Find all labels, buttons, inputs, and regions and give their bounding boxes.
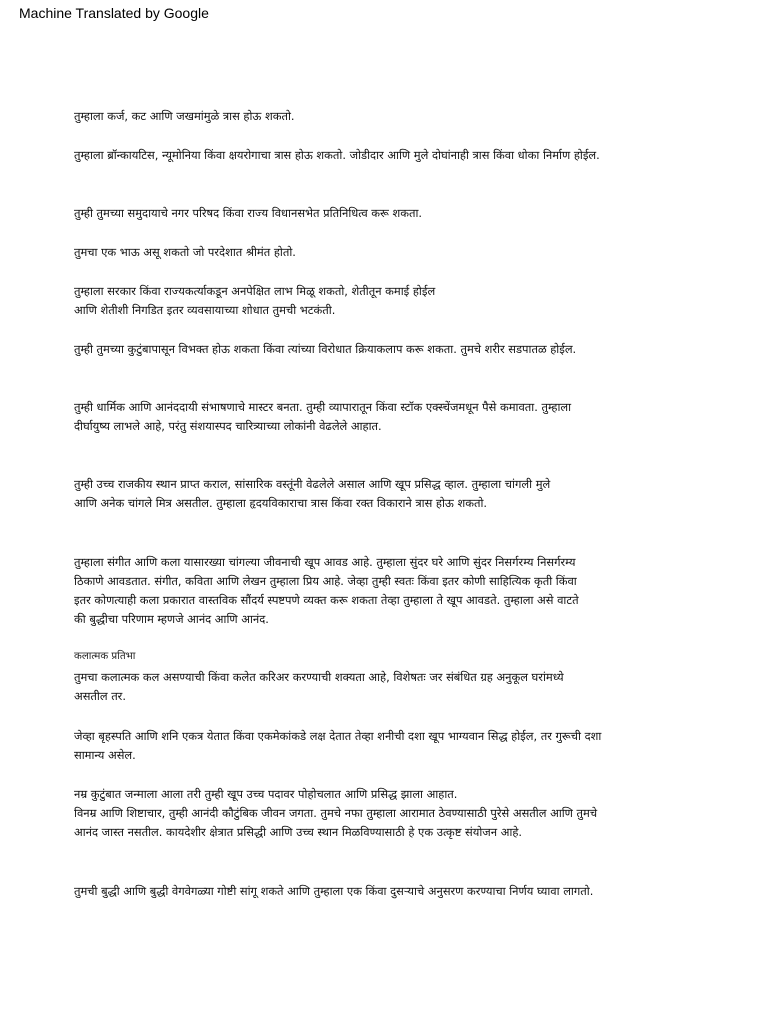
paragraph-line: की बुद्धीचा परिणाम म्हणजे आनंद आणि आनंद.: [74, 612, 269, 626]
paragraph: [74, 107, 714, 126]
section-heading: कलात्मक प्रतिभा: [74, 651, 136, 662]
paragraph-line: तुम्हाला सरकार किंवा राज्यकर्त्याकडून अनपेक्षित लाभ मिळू शकतो, शेतीतून कमाई होईल: [74, 284, 436, 298]
paragraph: [74, 475, 714, 513]
paragraph-line: तुम्ही तुमच्या समुदायाचे नगर परिषद किंवा राज्य विधानसभेत प्रतिनिधित्व करू शकता.: [74, 206, 423, 220]
paragraph-line: असतील तर.: [74, 689, 126, 703]
paragraph: [74, 340, 714, 359]
paragraph-line: विनम्र आणि शिष्टाचार, तुम्ही आनंदी कौटुंबिक जीवन जगता. तुमचे नफा तुम्हाला आरामात ठेवण्यासाठी पुरेसे असतील आणि तुमचे: [74, 806, 598, 820]
paragraph: [74, 553, 714, 629]
machine-translation-header: Machine Translated by Google: [19, 5, 209, 21]
paragraph-line: आनंद जास्त नसतील. कायदेशीर क्षेत्रात प्रसिद्धी आणि उच्च स्थान मिळविण्यासाठी हे एक उत्कृष्ट संयोजन आहे.: [74, 825, 523, 839]
paragraph: [74, 668, 714, 706]
paragraph: [74, 882, 714, 901]
paragraph-line: ठिकाणे आवडतात. संगीत, कविता आणि लेखन तुम्हाला प्रिय आहे. जेव्हा तुम्ही स्वतः किंवा इतर कोणी साहित्यिक कृती किंवा: [74, 574, 577, 588]
paragraph-line: तुमचा कलात्मक कल असण्याची किंवा कलेत करिअर करण्याची शक्यता आहे, विशेषतः जर संबंधित ग्रह अनुकूल घरांमध्ये: [74, 670, 564, 684]
paragraph-line: तुमची बुद्धी आणि बुद्धी वेगवेगळ्या गोष्टी सांगू शकते आणि तुम्हाला एक किंवा दुसऱ्याचे अनुसरण करण्याचा निर्णय घ्यावा लागतो.: [74, 884, 594, 898]
paragraph-line: तुम्ही उच्च राजकीय स्थान प्राप्त कराल, सांसारिक वस्तूंनी वेढलेले असाल आणि खूप प्रसिद्ध व्हाल. तुम्हाला चांगली मुले: [74, 477, 551, 491]
paragraph-line: आणि अनेक चांगले मित्र असतील. तुम्हाला हृदयविकाराचा त्रास किंवा रक्त विकाराने त्रास होऊ शकतो.: [74, 496, 488, 510]
paragraph-line: तुम्हाला संगीत आणि कला यासारख्या चांगल्या जीवनाची खूप आवड आहे. तुम्हाला सुंदर घरे आणि सुंदर निसर्गरम्य निसर्गरम्य: [74, 555, 576, 569]
paragraph: [74, 398, 714, 436]
paragraph: [74, 785, 714, 842]
paragraph-line: तुम्हाला ब्रॉन्कायटिस, न्यूमोनिया किंवा क्षयरोगाचा त्रास होऊ शकतो. जोडीदार आणि मुले दोघांनाही त्रास किंवा धोका निर्माण होईल.: [74, 148, 600, 162]
paragraph-line: नम्र कुटुंबात जन्माला आला तरी तुम्ही खूप उच्च पदावर पोहोचलात आणि प्रसिद्ध झाला आहात.: [74, 787, 458, 801]
paragraph-line: तुम्हाला कर्ज, कट आणि जखमांमुळे त्रास होऊ शकतो.: [74, 109, 295, 123]
paragraph-line: तुमचा एक भाऊ असू शकतो जो परदेशात श्रीमंत होतो.: [74, 245, 296, 259]
paragraph-line: आणि शेतीशी निगडित इतर व्यवसायाच्या शोधात तुमची भटकंती.: [74, 303, 336, 317]
paragraph-line: सामान्य असेल.: [74, 748, 136, 762]
paragraph: [74, 727, 714, 765]
paragraph: [74, 146, 714, 165]
paragraph: [74, 282, 714, 320]
paragraph-line: दीर्घायुष्य लाभले आहे, परंतु संशयास्पद चारित्र्याच्या लोकांनी वेढलेले आहात.: [74, 419, 382, 433]
paragraph-line: जेव्हा बृहस्पति आणि शनि एकत्र येतात किंवा एकमेकांकडे लक्ष देतात तेव्हा शनीची दशा खूप भाग्यवान सिद्ध होईल, तर गुरूची दशा: [74, 729, 602, 743]
paragraph: [74, 243, 714, 262]
paragraph: [74, 204, 714, 223]
paragraph-line: तुम्ही धार्मिक आणि आनंददायी संभाषणाचे मास्टर बनता. तुम्ही व्यापारातून किंवा स्टॉक एक्स्चेंजमधून पैसे कमावता. तुम्हाला: [74, 400, 572, 414]
paragraph-line: इतर कोणत्याही कला प्रकारात वास्तविक सौंदर्य स्पष्टपणे व्यक्त करू शकता तेव्हा तुम्हाला ते खूप आवडते. तुम्हाला असे वाटते: [74, 593, 579, 607]
paragraph-line: तुम्ही तुमच्या कुटुंबापासून विभक्त होऊ शकता किंवा त्यांच्या विरोधात क्रियाकलाप करू शकता. तुमचे शरीर सडपातळ होईल.: [74, 342, 577, 356]
